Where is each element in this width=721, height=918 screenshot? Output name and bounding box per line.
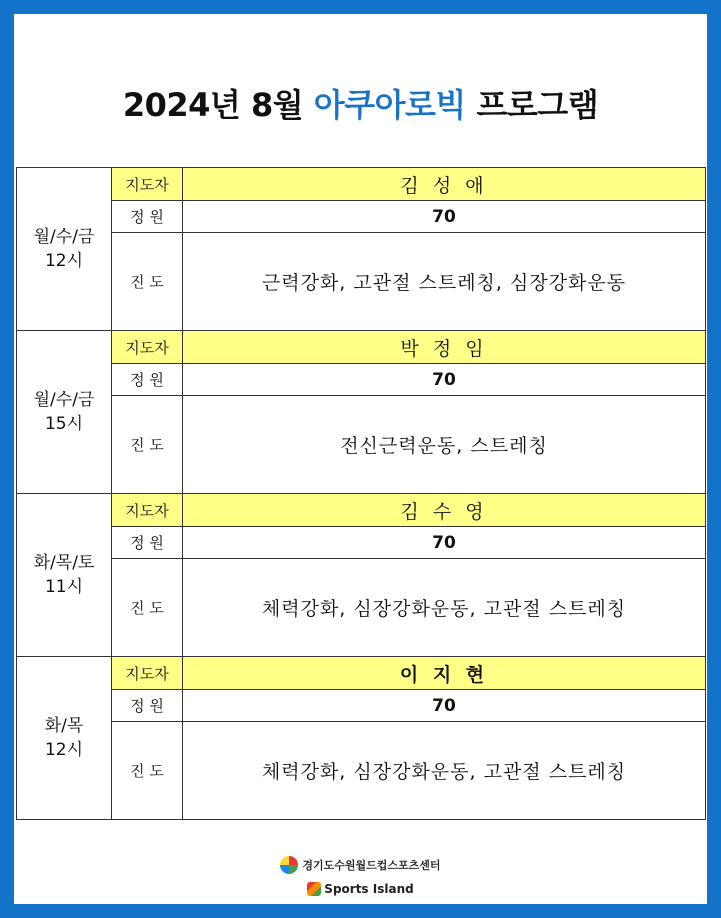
session-3-progress-row [17,559,706,657]
session-3-capacity-row [17,527,706,559]
soccer-ball-icon [280,856,298,874]
title-prefix: 2024년 8월 [122,86,314,124]
session-1-days: 월/수/금 [33,227,95,247]
schedule-table [16,167,706,820]
instructor-label: 지도자 [112,168,183,201]
session-2-progress: 전신근력운동, 스트레칭 [183,396,706,494]
session-2-time: 15시 [44,414,84,434]
session-3-progress: 체력강화, 심장강화운동, 고관절 스트레칭 [183,559,706,657]
session-4-time: 12시 [44,740,84,760]
session-4-capacity-row [17,690,706,722]
session-3-days: 화/목/토 [33,553,95,573]
session-4-schedule [17,657,112,820]
session-3-instructor: 김 수 영 [183,494,706,527]
capacity-label: 정 원 [112,364,183,396]
session-2-days: 월/수/금 [33,390,95,410]
session-1-instructor: 김 성 애 [183,168,706,201]
brand-logo [307,882,413,896]
session-1-progress: 근력강화, 고관절 스트레칭, 심장강화운동 [183,233,706,331]
session-4-capacity: 70 [183,690,706,722]
session-4-instructor: 이 지 현 [183,657,706,690]
session-4-days: 화/목 [44,716,84,736]
session-2-instructor: 박 정 임 [183,331,706,364]
session-3-instructor-row [17,494,706,527]
session-2-instructor-row [17,331,706,364]
session-2-capacity-row [17,364,706,396]
instructor-label: 지도자 [112,657,183,690]
capacity-label: 정 원 [112,690,183,722]
instructor-label: 지도자 [112,331,183,364]
session-3-capacity: 70 [183,527,706,559]
session-1-schedule [17,168,112,331]
session-1-time: 12시 [44,251,84,271]
session-4-progress: 체력강화, 심장강화운동, 고관절 스트레칭 [183,722,706,820]
session-2-schedule [17,331,112,494]
session-3-schedule [17,494,112,657]
organization-name: 경기도수원월드컵스포츠센터 [302,859,441,872]
session-1-progress-row [17,233,706,331]
session-4-progress-row [17,722,706,820]
session-2-capacity: 70 [183,364,706,396]
capacity-label: 정 원 [112,201,183,233]
session-1-capacity: 70 [183,201,706,233]
title-suffix: 프로그램 [465,86,599,124]
capacity-label: 정 원 [112,527,183,559]
session-1-capacity-row [17,201,706,233]
session-4-instructor-row [17,657,706,690]
footer [0,856,721,900]
progress-label: 진 도 [112,559,183,657]
session-1-instructor-row [17,168,706,201]
session-2-progress-row [17,396,706,494]
progress-label: 진 도 [112,233,183,331]
instructor-label: 지도자 [112,494,183,527]
title-program-name: 아쿠아로빅 [313,86,466,124]
brand-name: Sports Island [324,882,414,896]
organization-logo [280,856,440,874]
page-title [0,80,721,126]
session-3-time: 11시 [44,577,84,597]
sports-island-icon [307,882,321,896]
progress-label: 진 도 [112,396,183,494]
progress-label: 진 도 [112,722,183,820]
